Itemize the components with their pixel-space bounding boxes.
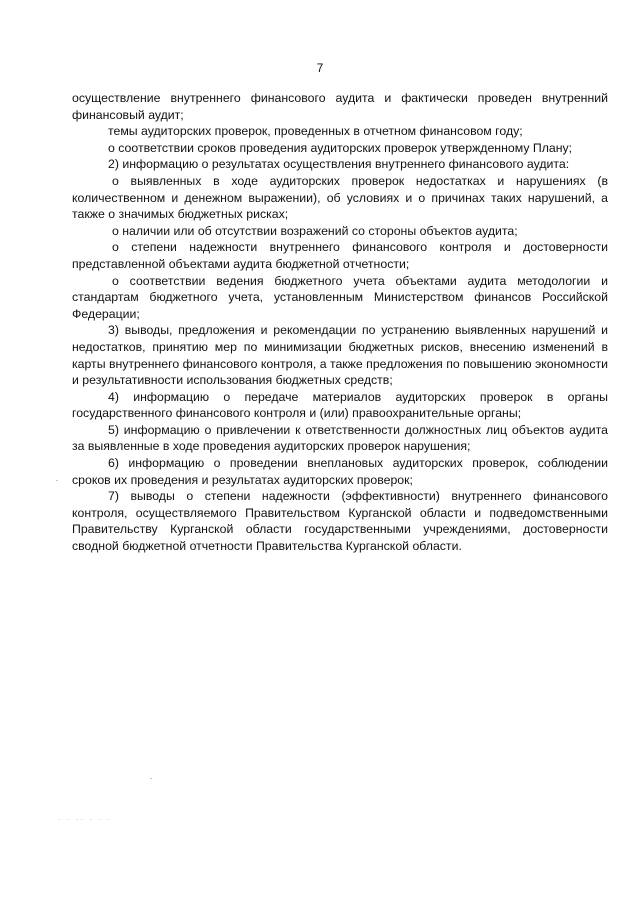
paragraph-objections: о наличии или об отсутствии возражений со стороны объектов аудита; <box>112 223 518 238</box>
paragraph-audit-topics: темы аудиторских проверок, проведенных в отчетном финансовом году; <box>108 124 523 139</box>
paragraph-item-6: 6) информацию о проведении внеплановых аудиторских проверок, соблюдении сроков их проведения и результатах аудиторских проверок; <box>72 456 608 487</box>
paragraph-accounting-compliance: о соответствии ведения бюджетного учета объектами аудита методологии и стандартам бюджетного учета, установленным Министерством финансов Российской Федерации; <box>72 273 608 321</box>
paragraph-item-3: 3) выводы, предложения и рекомендации по устранению выявленных нарушений и недостатков, принятию мер по минимизации бюджетных рисков, внесению изменений в карты внутреннего финансового контроля, а также предложения по повышению экономности и результативности использования бюджетных средств; <box>72 323 608 388</box>
scan-speck <box>56 480 58 481</box>
paragraph-plan-compliance: о соответствии сроков проведения аудиторских проверок утвержденному Плану; <box>108 140 573 155</box>
document-body <box>72 90 608 555</box>
paragraph-item-5: 5) информацию о привлечении к ответственности должностных лиц объектов аудита за выявленные в ходе проведения аудиторских проверок нарушения; <box>72 422 608 454</box>
paragraph-audit-conducted: осуществление внутреннего финансового аудита и фактически проведен внутренний финансовый аудит; <box>72 91 608 122</box>
paragraph-identified-violations: о выявленных в ходе аудиторских проверок недостатках и нарушениях (в количественном и денежном выражении), об условиях и о причинах таких нарушений, а также о значимых бюджетных рисках; <box>72 173 608 222</box>
paragraph-item-7: 7) выводы о степени надежности (эффективности) внутреннего финансового контроля, осуществляемого Правительством Курганской области и подведомственными Правительству Курганской области государственными учреждениями, достоверности сводной бюджетной отчетности Правительства Курганской области. <box>72 489 608 554</box>
scan-artifact-marks: · · ·· · · · <box>58 815 112 824</box>
paragraph-item-4: 4) информацию о передаче материалов аудиторских проверок в органы государственного финансового контроля и (или) правоохранительные органы; <box>72 389 608 421</box>
paragraph-item-2: 2) информацию о результатах осуществления внутреннего финансового аудита: <box>108 157 570 172</box>
paragraph-control-reliability: о степени надежности внутреннего финансового контроля и достоверности представленной объектами аудита бюджетной отчетности; <box>72 240 608 271</box>
page-number: 7 <box>316 61 324 75</box>
scan-speck <box>150 778 152 779</box>
